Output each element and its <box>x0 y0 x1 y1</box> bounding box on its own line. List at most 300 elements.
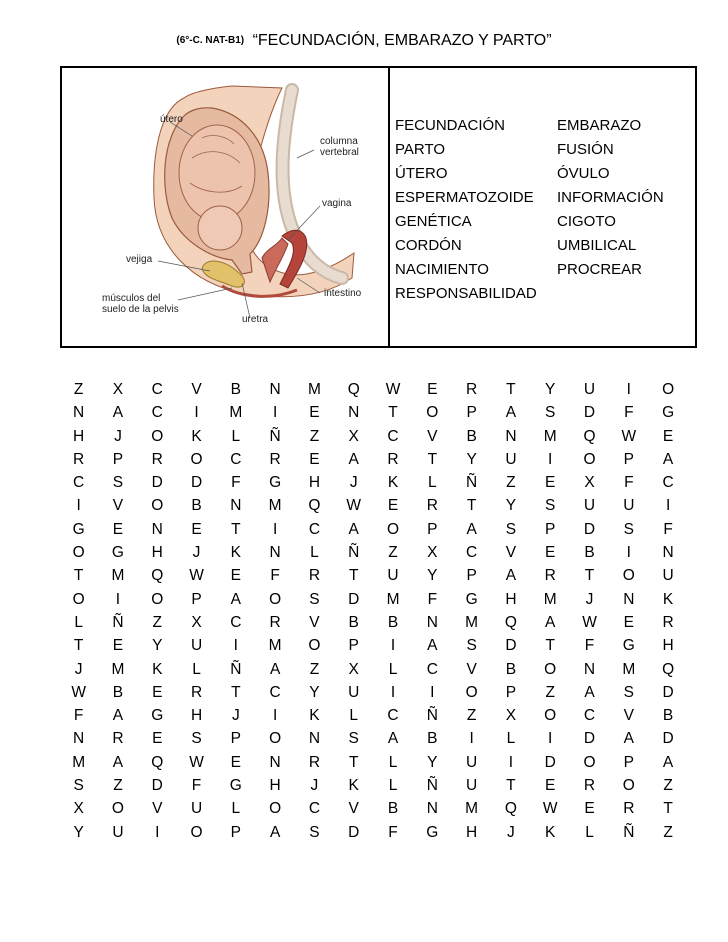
grid-letter[interactable]: R <box>387 450 399 468</box>
grid-letter[interactable]: R <box>308 567 321 585</box>
grid-letter[interactable]: U <box>505 450 517 468</box>
grid-letter[interactable]: W <box>385 381 401 398</box>
grid-letter[interactable]: V <box>505 544 517 562</box>
grid-letter[interactable]: T <box>231 520 241 538</box>
grid-letter[interactable]: H <box>269 777 281 795</box>
grid-letter[interactable]: P <box>466 567 477 585</box>
grid-letter[interactable]: C <box>387 427 399 445</box>
grid-letter[interactable]: A <box>387 730 399 748</box>
grid-letter[interactable]: I <box>626 544 631 562</box>
grid-letter[interactable]: K <box>545 823 556 841</box>
grid-letter[interactable]: I <box>665 497 671 515</box>
grid-letter[interactable]: P <box>466 404 477 422</box>
grid-letter[interactable]: O <box>269 800 282 818</box>
grid-letter[interactable]: L <box>388 753 398 771</box>
grid-letter[interactable]: C <box>387 707 399 725</box>
grid-letter[interactable]: M <box>465 800 479 818</box>
grid-letter[interactable]: T <box>73 567 84 585</box>
grid-letter[interactable]: P <box>230 730 241 748</box>
grid-letter[interactable]: A <box>427 637 438 655</box>
grid-letter[interactable]: W <box>71 683 86 701</box>
grid-letter[interactable]: S <box>623 683 634 701</box>
grid-letter[interactable]: S <box>309 590 320 608</box>
grid-letter[interactable]: V <box>191 381 202 398</box>
grid-letter[interactable]: C <box>151 404 163 422</box>
grid-letter[interactable]: Z <box>506 474 516 492</box>
grid-letter[interactable]: T <box>231 683 241 701</box>
grid-letter[interactable]: S <box>623 520 634 538</box>
grid-letter[interactable]: K <box>662 590 674 608</box>
grid-letter[interactable]: F <box>231 474 241 492</box>
grid-letter[interactable]: X <box>584 474 595 492</box>
grid-letter[interactable]: O <box>72 590 85 608</box>
grid-letter[interactable]: G <box>465 590 478 608</box>
grid-letter[interactable]: T <box>466 497 477 515</box>
grid-letter[interactable]: Z <box>113 777 123 795</box>
grid-letter[interactable]: I <box>390 683 396 701</box>
grid-letter[interactable]: N <box>426 800 438 818</box>
grid-letter[interactable]: A <box>505 404 517 422</box>
grid-letter[interactable]: O <box>544 660 557 678</box>
grid-letter[interactable]: T <box>348 753 359 771</box>
grid-letter[interactable]: Y <box>505 497 517 515</box>
grid-letter[interactable]: R <box>269 613 281 631</box>
grid-letter[interactable]: G <box>622 637 635 655</box>
grid-letter[interactable]: O <box>308 637 321 655</box>
grid-letter[interactable]: D <box>544 753 556 771</box>
grid-letter[interactable]: I <box>194 404 199 422</box>
grid-letter[interactable]: V <box>623 707 634 725</box>
grid-letter[interactable]: S <box>348 730 359 748</box>
grid-letter[interactable]: R <box>308 753 321 771</box>
grid-letter[interactable]: D <box>505 637 517 655</box>
grid-letter[interactable]: B <box>230 381 241 398</box>
grid-letter[interactable]: Y <box>427 753 438 771</box>
grid-letter[interactable]: Y <box>309 683 320 701</box>
grid-letter[interactable]: U <box>623 497 635 515</box>
grid-letter[interactable]: U <box>583 381 596 398</box>
grid-letter[interactable]: F <box>584 637 595 655</box>
grid-letter[interactable]: L <box>388 660 398 678</box>
grid-letter[interactable]: A <box>505 567 517 585</box>
grid-letter[interactable]: Z <box>73 381 84 398</box>
grid-letter[interactable]: O <box>622 777 635 795</box>
grid-letter[interactable]: U <box>190 637 203 655</box>
grid-letter[interactable]: R <box>190 683 203 701</box>
grid-letter[interactable]: T <box>506 777 516 795</box>
grid-letter[interactable]: O <box>622 567 635 585</box>
grid-letter[interactable]: Y <box>466 450 477 468</box>
grid-letter[interactable]: N <box>623 590 635 608</box>
grid-letter[interactable]: N <box>230 497 242 515</box>
grid-letter[interactable]: R <box>73 450 85 468</box>
grid-letter[interactable]: R <box>544 567 556 585</box>
grid-letter[interactable]: Ñ <box>623 823 635 841</box>
grid-letter[interactable]: E <box>309 404 320 422</box>
grid-letter[interactable]: Q <box>308 497 321 515</box>
grid-letter[interactable]: E <box>545 544 556 562</box>
grid-letter[interactable]: I <box>155 823 160 841</box>
grid-letter[interactable]: C <box>308 800 321 818</box>
grid-letter[interactable]: G <box>229 777 242 795</box>
grid-letter[interactable]: G <box>426 823 439 841</box>
grid-letter[interactable]: F <box>624 474 634 492</box>
grid-letter[interactable]: R <box>623 800 635 818</box>
grid-letter[interactable]: D <box>583 404 596 422</box>
grid-letter[interactable]: Z <box>309 427 320 445</box>
grid-letter[interactable]: A <box>269 660 281 678</box>
grid-letter[interactable]: S <box>112 474 124 492</box>
grid-letter[interactable]: G <box>111 544 124 562</box>
grid-letter[interactable]: J <box>231 707 240 725</box>
grid-letter[interactable]: I <box>469 730 474 748</box>
grid-letter[interactable]: P <box>112 450 124 468</box>
grid-letter[interactable]: K <box>191 427 202 445</box>
grid-letter[interactable]: H <box>190 707 203 725</box>
grid-letter[interactable]: R <box>426 497 438 515</box>
grid-letter[interactable]: R <box>662 613 674 631</box>
grid-letter[interactable]: F <box>191 777 202 795</box>
grid-letter[interactable]: J <box>114 427 122 445</box>
grid-letter[interactable]: C <box>230 613 242 631</box>
grid-letter[interactable]: Z <box>545 683 555 701</box>
grid-letter[interactable]: M <box>72 753 86 771</box>
grid-letter[interactable]: S <box>309 823 320 841</box>
grid-letter[interactable]: N <box>505 427 517 445</box>
grid-letter[interactable]: W <box>189 567 204 585</box>
grid-letter[interactable]: M <box>386 590 400 608</box>
grid-letter[interactable]: M <box>307 381 321 398</box>
grid-letter[interactable]: Ñ <box>426 707 438 725</box>
grid-letter[interactable]: A <box>584 683 595 701</box>
grid-letter[interactable]: Q <box>151 753 164 771</box>
grid-letter[interactable]: E <box>662 427 674 445</box>
grid-letter[interactable]: P <box>623 450 634 468</box>
grid-letter[interactable]: T <box>73 637 84 655</box>
grid-letter[interactable]: O <box>386 520 400 538</box>
grid-letter[interactable]: U <box>466 777 478 795</box>
grid-letter[interactable]: K <box>387 474 399 492</box>
grid-letter[interactable]: Z <box>152 613 162 631</box>
grid-letter[interactable]: L <box>74 613 83 631</box>
grid-letter[interactable]: J <box>192 544 201 562</box>
grid-letter[interactable]: W <box>189 753 204 771</box>
grid-letter[interactable]: N <box>662 544 674 562</box>
grid-letter[interactable]: E <box>112 637 124 655</box>
grid-letter[interactable]: Ñ <box>466 474 478 492</box>
grid-letter[interactable]: B <box>387 613 399 631</box>
grid-letter[interactable]: G <box>151 707 164 725</box>
grid-letter[interactable]: V <box>112 497 124 515</box>
grid-letter[interactable]: U <box>583 497 596 515</box>
grid-letter[interactable]: E <box>623 613 634 631</box>
grid-letter[interactable]: Ñ <box>230 660 242 678</box>
grid-letter[interactable]: Ñ <box>112 613 124 631</box>
grid-letter[interactable]: A <box>112 707 124 725</box>
grid-letter[interactable]: W <box>582 613 597 631</box>
grid-letter[interactable]: O <box>544 707 557 725</box>
grid-letter[interactable]: J <box>74 660 83 678</box>
grid-letter[interactable]: T <box>348 567 359 585</box>
grid-letter[interactable]: S <box>545 404 556 422</box>
grid-letter[interactable]: D <box>662 730 674 748</box>
grid-letter[interactable]: C <box>466 544 478 562</box>
grid-letter[interactable]: I <box>626 381 631 398</box>
grid-letter[interactable]: C <box>230 450 242 468</box>
grid-letter[interactable]: W <box>346 497 362 515</box>
grid-letter[interactable]: L <box>428 474 437 492</box>
grid-letter[interactable]: K <box>152 660 163 678</box>
grid-letter[interactable]: C <box>308 520 321 538</box>
grid-letter[interactable]: Q <box>662 660 675 678</box>
grid-letter[interactable]: Z <box>663 823 673 841</box>
grid-letter[interactable]: I <box>76 497 81 515</box>
grid-letter[interactable]: M <box>111 567 125 585</box>
grid-letter[interactable]: M <box>465 613 479 631</box>
grid-letter[interactable]: M <box>229 404 243 422</box>
grid-letter[interactable]: X <box>191 613 202 631</box>
grid-letter[interactable]: A <box>623 730 634 748</box>
grid-letter[interactable]: Z <box>663 777 673 795</box>
grid-letter[interactable]: O <box>151 497 164 515</box>
grid-letter[interactable]: I <box>508 753 514 771</box>
grid-letter[interactable]: C <box>269 683 281 701</box>
grid-letter[interactable]: A <box>662 450 674 468</box>
grid-letter[interactable]: R <box>112 730 124 748</box>
grid-letter[interactable]: A <box>466 520 477 538</box>
grid-letter[interactable]: V <box>152 800 163 818</box>
grid-letter[interactable]: O <box>190 450 203 468</box>
grid-letter[interactable]: L <box>585 823 594 841</box>
grid-letter[interactable]: B <box>348 613 359 631</box>
grid-letter[interactable]: D <box>190 474 203 492</box>
grid-letter[interactable]: A <box>545 613 556 631</box>
grid-letter[interactable]: U <box>662 567 674 585</box>
grid-letter[interactable]: K <box>309 707 320 725</box>
grid-letter[interactable]: X <box>348 427 359 445</box>
grid-letter[interactable]: B <box>387 800 399 818</box>
grid-letter[interactable]: B <box>112 683 124 701</box>
grid-letter[interactable]: Ñ <box>426 777 438 795</box>
grid-letter[interactable]: J <box>349 474 358 492</box>
grid-letter[interactable]: L <box>231 800 241 818</box>
grid-letter[interactable]: E <box>584 800 595 818</box>
grid-letter[interactable]: I <box>272 707 278 725</box>
grid-letter[interactable]: N <box>73 730 85 748</box>
grid-letter[interactable]: G <box>72 520 85 538</box>
grid-letter[interactable]: N <box>151 520 163 538</box>
grid-letter[interactable]: Ñ <box>348 544 360 562</box>
grid-letter[interactable]: F <box>663 520 673 538</box>
grid-letter[interactable]: B <box>427 730 438 748</box>
grid-letter[interactable]: D <box>583 520 596 538</box>
grid-letter[interactable]: Q <box>504 613 517 631</box>
grid-letter[interactable]: Q <box>347 381 360 398</box>
grid-letter[interactable]: F <box>73 707 84 725</box>
grid-letter[interactable]: W <box>621 427 637 445</box>
grid-letter[interactable]: N <box>269 544 281 562</box>
grid-letter[interactable]: B <box>662 707 674 725</box>
grid-letter[interactable]: H <box>466 823 478 841</box>
grid-letter[interactable]: K <box>348 777 359 795</box>
grid-letter[interactable]: U <box>466 753 478 771</box>
grid-letter[interactable]: I <box>233 637 238 655</box>
grid-letter[interactable]: D <box>348 590 360 608</box>
grid-letter[interactable]: M <box>543 590 557 608</box>
grid-letter[interactable]: L <box>349 707 359 725</box>
grid-letter[interactable]: O <box>190 823 203 841</box>
grid-letter[interactable]: U <box>190 800 203 818</box>
grid-letter[interactable]: T <box>663 800 673 818</box>
grid-letter[interactable]: O <box>111 800 124 818</box>
grid-letter[interactable]: P <box>191 590 202 608</box>
grid-letter[interactable]: A <box>348 450 359 468</box>
grid-letter[interactable]: Ñ <box>269 427 281 445</box>
grid-letter[interactable]: T <box>506 381 516 398</box>
grid-letter[interactable]: E <box>112 520 124 538</box>
grid-letter[interactable]: E <box>152 683 163 701</box>
grid-letter[interactable]: O <box>151 590 164 608</box>
grid-letter[interactable]: N <box>269 753 281 771</box>
grid-letter[interactable]: N <box>269 381 281 398</box>
grid-letter[interactable]: Y <box>152 637 163 655</box>
grid-letter[interactable]: F <box>427 590 438 608</box>
grid-letter[interactable]: Y <box>73 823 84 841</box>
grid-letter[interactable]: M <box>622 660 636 678</box>
grid-letter[interactable]: C <box>426 660 438 678</box>
grid-letter[interactable]: V <box>309 613 320 631</box>
grid-letter[interactable]: N <box>348 404 360 422</box>
grid-letter[interactable]: H <box>662 637 674 655</box>
grid-letter[interactable]: Q <box>504 800 517 818</box>
grid-letter[interactable]: I <box>548 730 553 748</box>
grid-letter[interactable]: X <box>427 544 438 562</box>
grid-letter[interactable]: A <box>112 404 124 422</box>
grid-letter[interactable]: X <box>112 381 124 398</box>
grid-letter[interactable]: Y <box>545 381 556 398</box>
grid-letter[interactable]: I <box>548 450 553 468</box>
grid-letter[interactable]: B <box>505 660 517 678</box>
grid-letter[interactable]: P <box>505 683 517 701</box>
grid-letter[interactable]: N <box>583 660 596 678</box>
grid-letter[interactable]: C <box>662 474 674 492</box>
grid-letter[interactable]: T <box>545 637 555 655</box>
grid-letter[interactable]: O <box>269 590 282 608</box>
grid-letter[interactable]: S <box>466 637 477 655</box>
grid-letter[interactable]: R <box>269 450 281 468</box>
grid-letter[interactable]: I <box>115 590 121 608</box>
grid-letter[interactable]: E <box>427 381 438 398</box>
grid-letter[interactable]: H <box>505 590 517 608</box>
grid-letter[interactable]: X <box>73 800 84 818</box>
grid-letter[interactable]: H <box>308 474 321 492</box>
grid-letter[interactable]: M <box>543 427 557 445</box>
grid-letter[interactable]: O <box>426 404 439 422</box>
grid-letter[interactable]: P <box>427 520 438 538</box>
grid-letter[interactable]: E <box>230 567 241 585</box>
grid-letter[interactable]: L <box>192 660 201 678</box>
grid-letter[interactable]: P <box>623 753 634 771</box>
grid-letter[interactable]: E <box>387 497 399 515</box>
grid-letter[interactable]: E <box>152 730 163 748</box>
grid-letter[interactable]: T <box>427 450 438 468</box>
grid-letter[interactable]: E <box>191 520 202 538</box>
grid-letter[interactable]: I <box>390 637 396 655</box>
grid-letter[interactable]: J <box>310 777 319 795</box>
grid-letter[interactable]: V <box>427 427 438 445</box>
grid-letter[interactable]: U <box>387 567 399 585</box>
grid-letter[interactable]: C <box>583 707 596 725</box>
grid-letter[interactable]: C <box>151 381 163 398</box>
grid-letter[interactable]: G <box>269 474 282 492</box>
grid-letter[interactable]: A <box>662 753 674 771</box>
grid-letter[interactable]: F <box>388 823 398 841</box>
grid-letter[interactable]: Z <box>309 660 320 678</box>
grid-letter[interactable]: B <box>584 544 595 562</box>
grid-letter[interactable]: Z <box>466 707 477 725</box>
grid-letter[interactable]: U <box>112 823 124 841</box>
grid-letter[interactable]: S <box>191 730 202 748</box>
grid-letter[interactable]: H <box>73 427 85 445</box>
grid-letter[interactable]: V <box>466 660 477 678</box>
grid-letter[interactable]: O <box>465 683 478 701</box>
grid-letter[interactable]: J <box>507 823 515 841</box>
grid-letter[interactable]: Z <box>388 544 398 562</box>
grid-letter[interactable]: Y <box>427 567 438 585</box>
grid-letter[interactable]: E <box>230 753 241 771</box>
grid-letter[interactable]: V <box>348 800 359 818</box>
grid-letter[interactable]: N <box>426 613 438 631</box>
grid-letter[interactable]: L <box>388 777 398 795</box>
grid-letter[interactable]: O <box>662 381 675 398</box>
grid-letter[interactable]: L <box>231 427 241 445</box>
grid-letter[interactable]: L <box>310 544 319 562</box>
grid-letter[interactable]: A <box>112 753 124 771</box>
grid-letter[interactable]: Q <box>151 567 164 585</box>
grid-letter[interactable]: K <box>230 544 241 562</box>
grid-letter[interactable]: L <box>506 730 516 748</box>
grid-letter[interactable]: H <box>151 544 163 562</box>
grid-letter[interactable]: R <box>466 381 478 398</box>
grid-letter[interactable]: E <box>545 474 556 492</box>
grid-letter[interactable]: Q <box>583 427 596 445</box>
grid-letter[interactable]: M <box>268 637 282 655</box>
grid-letter[interactable]: R <box>151 450 163 468</box>
grid-letter[interactable]: A <box>269 823 281 841</box>
grid-letter[interactable]: N <box>73 404 85 422</box>
grid-letter[interactable]: F <box>270 567 280 585</box>
grid-letter[interactable]: B <box>191 497 202 515</box>
grid-letter[interactable]: O <box>269 730 282 748</box>
grid-letter[interactable]: S <box>505 520 517 538</box>
grid-letter[interactable]: N <box>308 730 321 748</box>
grid-letter[interactable]: P <box>230 823 241 841</box>
grid-letter[interactable]: D <box>348 823 360 841</box>
grid-letter[interactable]: O <box>583 753 596 771</box>
grid-letter[interactable]: M <box>111 660 125 678</box>
grid-letter[interactable]: F <box>624 404 634 422</box>
grid-letter[interactable]: D <box>583 730 596 748</box>
grid-letter[interactable]: U <box>348 683 360 701</box>
grid-letter[interactable]: P <box>348 637 359 655</box>
grid-letter[interactable]: O <box>583 450 596 468</box>
grid-letter[interactable]: E <box>309 450 320 468</box>
grid-letter[interactable]: W <box>542 800 558 818</box>
grid-letter[interactable]: E <box>545 777 556 795</box>
grid-letter[interactable]: I <box>272 520 278 538</box>
grid-letter[interactable]: I <box>430 683 435 701</box>
grid-letter[interactable]: G <box>662 404 675 422</box>
